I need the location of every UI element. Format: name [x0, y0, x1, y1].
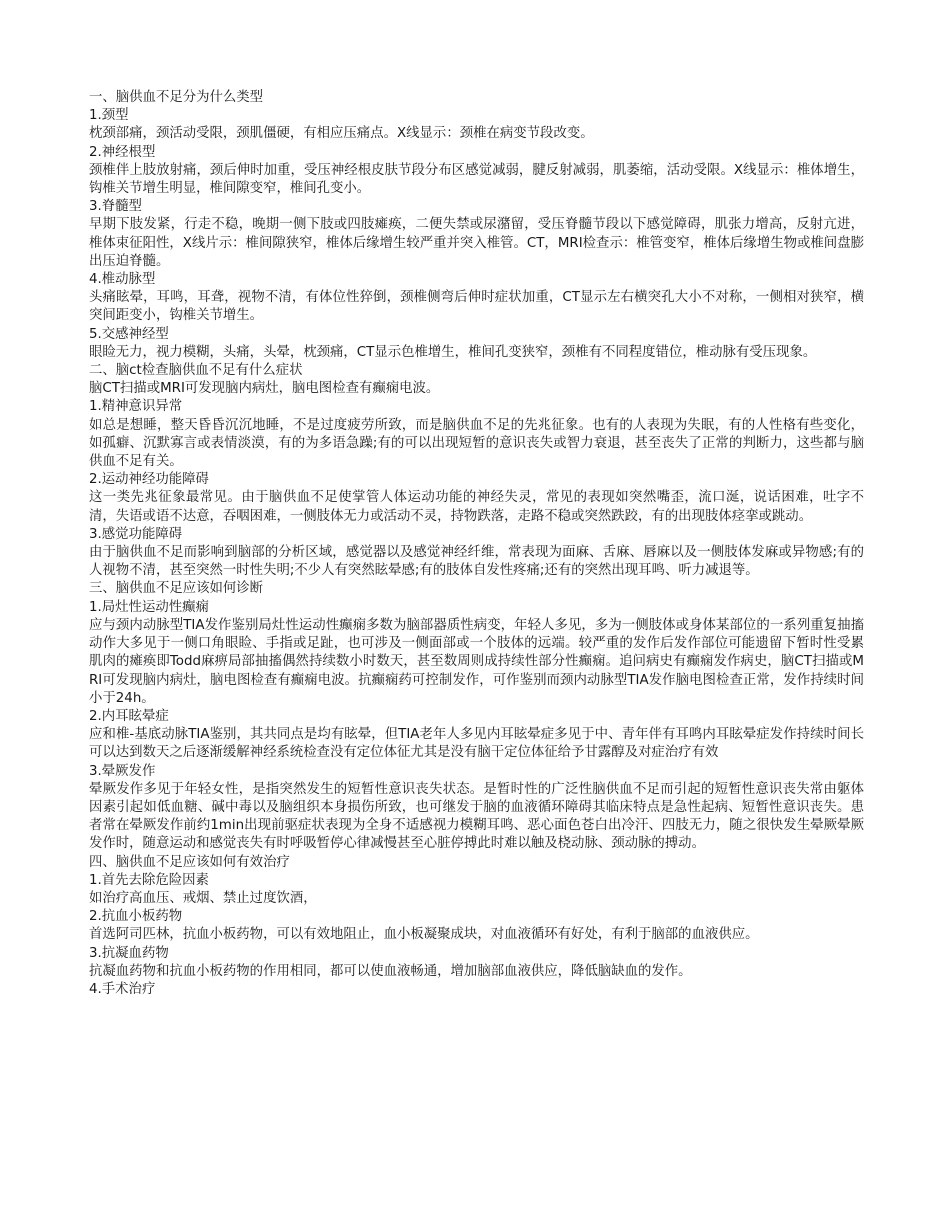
- subheading-syncope: 3.晕厥发作: [89, 763, 156, 779]
- paragraph-syncope: 晕厥发作多见于年轻女性，是指突然发生的短暂性意识丧失状态。是暂时性的广泛性脑供血不足而引起的短暂性意识丧失常由躯体因素引起如低血糖、碱中毒以及脑组织本身损伤所致，也可继发于脑的血液循环障碍其临床特点是急性起病、短暂性意识丧失。患者常在晕厥发作前约1min出现前驱症状表现为全身不适感视力模糊耳鸣、恶心面色苍白出冷汗、四肢无力，随之很快发生晕厥晕厥发作时，随意运动和感觉丧失有时呼吸暂停心律减慢甚至心脏停搏此时难以触及桡动脉、颈动脉的搏动。: [89, 781, 864, 852]
- paragraph-ct-intro: 脑CT扫描或MRI可发现脑内病灶，脑电图检查有癫痫电波。: [89, 381, 440, 397]
- subheading-antiplatelet: 2.抗血小板药物: [89, 909, 183, 925]
- paragraph-anticoagulant: 抗凝血药物和抗血小板药物的作用相同，都可以使血液畅通，增加脑部血液供应，降低脑缺血的发作。: [89, 963, 692, 979]
- subheading-sensory-dysfunction: 3.感觉功能障碍: [89, 526, 183, 542]
- subheading-neck-type: 1.颈型: [89, 108, 129, 124]
- subheading-vertebral-artery-type: 4.椎动脉型: [89, 272, 156, 288]
- section-heading-treatment: 四、脑供血不足应该如何有效治疗: [89, 854, 290, 870]
- paragraph-focal-epilepsy: 应与颈内动脉型TIA发作鉴别局灶性运动性癫痫多数为脑部器质性病变，年轻人多见，多为一侧肢体或身体某部位的一系列重复抽搐动作大多见于一侧口角眼睑、手指或足趾，也可涉及一侧面部或一个肢体的远端。较严重的发作后发作部位可能遗留下暂时性受累肌肉的瘫痪即Todd麻痹局部抽搐偶然持续数小时数天，甚至数周则成持续性部分性癫痫。追问病史有癫痫发作病史，脑CT扫描或MRI可发现脑内病灶，脑电图检查有癫痫电波。抗癫痫药可控制发作，可作鉴别而颈内动脉型TIA发作脑电图检查正常，发作持续时间小于24h。: [89, 617, 864, 706]
- paragraph-vertebral-artery-type: 头痛眩晕，耳鸣，耳聋，视物不清，有体位性猝倒，颈椎侧弯后伸时症状加重，CT显示左右横突孔大小不对称，一侧相对狭窄，横突间距变小，钩椎关节增生。: [89, 290, 864, 324]
- paragraph-antiplatelet: 首选阿司匹林，抗血小板药物，可以有效地阻止，血小板凝聚成块，对血液循环有好处，有利于脑部的血液供应。: [89, 927, 759, 943]
- subheading-nerve-root-type: 2.神经根型: [89, 144, 156, 160]
- paragraph-mental-consciousness: 如总是想睡，整天昏昏沉沉地睡，不是过度疲劳所致，而是脑供血不足的先兆征象。也有的人表现为失眠，有的人性格有些变化，如孤癖、沉默寡言或表情淡漠，有的为多语急躁;有的可以出现短暂的意识丧失或智力衰退，甚至丧失了正常的判断力，这些都与脑供血不足有关。: [89, 417, 864, 470]
- paragraph-motor-dysfunction: 这一类先兆征象最常见。由于脑供血不足使掌管人体运动功能的神经失灵，常见的表现如突然嘴歪，流口涎，说话困难，吐字不清，失语或语不达意，吞咽困难，一侧肢体无力或活动不灵，持物跌落，走路不稳或突然跌跤，有的出现肢体痉挛或跳动。: [89, 490, 864, 524]
- paragraph-inner-ear-vertigo: 应和椎-基底动脉TIA鉴别，其共同点是均有眩晕，但TIA老年人多见内耳眩晕症多见于中、青年伴有耳鸣内耳眩晕症发作持续时间长可以达到数天之后逐渐缓解神经系统检查没有定位体征尤其是没有脑干定位体征给予甘露醇及对症治疗有效: [89, 727, 864, 761]
- subheading-anticoagulant: 3.抗凝血药物: [89, 945, 169, 961]
- paragraph-nerve-root-type: 颈椎伴上肢放射痛，颈后伸时加重，受压神经根皮肤节段分布区感觉减弱，腱反射减弱，肌萎缩，活动受限。X线显示：椎体增生，钩椎关节增生明显，椎间隙变窄，椎间孔变小。: [89, 162, 864, 197]
- subheading-motor-dysfunction: 2.运动神经功能障碍: [89, 472, 209, 488]
- paragraph-neck-type: 枕颈部痛，颈活动受限，颈肌僵硬，有相应压痛点。X线显示：颈椎在病变节段改变。: [89, 126, 594, 142]
- paragraph-sensory-dysfunction: 由于脑供血不足而影响到脑部的分析区域，感觉器以及感觉神经纤维，常表现为面麻、舌麻、唇麻以及一侧肢体发麻或异物感;有的人视物不清，甚至突然一时性失明;不少人有突然眩晕感;有的肢体自发性疼痛;还有的突然出现耳鸣、听力减退等。: [89, 545, 864, 579]
- paragraph-remove-risk-factors: 如治疗高血压、戒烟、禁止过度饮酒，: [89, 890, 317, 906]
- subheading-surgery: 4.手术治疗: [89, 981, 156, 997]
- subheading-sympathetic-type: 5.交感神经型: [89, 326, 169, 342]
- paragraph-spinal-cord-type: 早期下肢发紧，行走不稳，晚期一侧下肢或四肢瘫痪，二便失禁或尿潴留，受压脊髓节段以下感觉障碍，肌张力增高，反射亢进，椎体束征阳性，X线片示：椎间隙狭窄，椎体后缘增生较严重并突入椎管。CT，MRI检查示：椎管变窄，椎体后缘增生物或椎间盘膨出压迫脊髓。: [89, 217, 864, 269]
- subheading-spinal-cord-type: 3.脊髓型: [89, 199, 142, 215]
- subheading-inner-ear-vertigo: 2.内耳眩晕症: [89, 708, 169, 724]
- section-heading-symptoms: 二、脑ct检查脑供血不足有什么症状: [89, 363, 303, 379]
- section-heading-types: 一、脑供血不足分为什么类型: [89, 90, 264, 105]
- document-page: [89, 89, 864, 999]
- subheading-remove-risk-factors: 1.首先去除危险因素: [89, 872, 209, 888]
- paragraph-sympathetic-type: 眼睑无力，视力模糊，头痛，头晕，枕颈痛，CT显示色椎增生，椎间孔变狭窄，颈椎有不同程度错位，椎动脉有受压现象。: [89, 344, 817, 360]
- subheading-mental-consciousness: 1.精神意识异常: [89, 399, 183, 415]
- subheading-focal-epilepsy: 1.局灶性运动性癫痫: [89, 599, 209, 615]
- section-heading-diagnosis: 三、脑供血不足应该如何诊断: [89, 581, 264, 597]
